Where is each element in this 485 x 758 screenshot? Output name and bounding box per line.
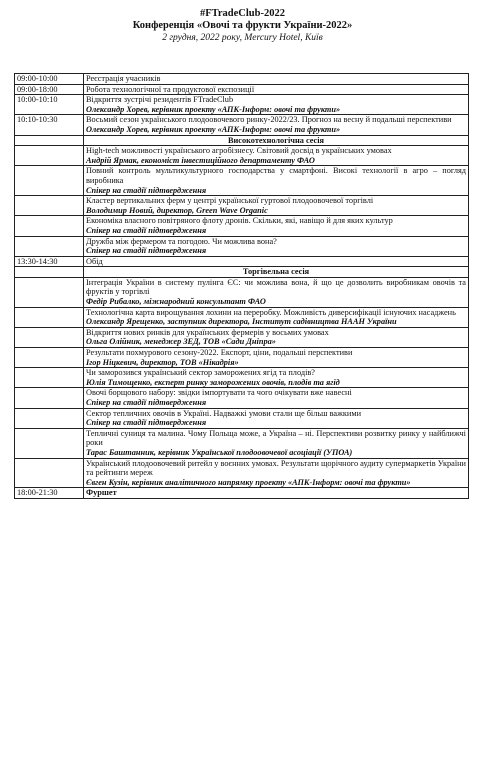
session-cell xyxy=(84,84,469,95)
time-cell xyxy=(15,196,84,216)
time-cell xyxy=(15,267,84,278)
section-heading: Високотехнологічна сесія xyxy=(84,135,469,146)
program-row xyxy=(15,256,469,267)
time-cell xyxy=(15,307,84,327)
section-heading: Торгівельна сесія xyxy=(84,267,469,278)
time-cell xyxy=(15,388,84,408)
session-cell xyxy=(84,307,469,327)
program-row xyxy=(15,84,469,95)
session-cell xyxy=(84,216,469,236)
session-title: Результати похмурового сезону-2022. Експорт, ціни, подальші перспективи xyxy=(86,348,353,358)
speaker-line: Володимир Новий, директор, Green Wave Organic xyxy=(86,205,268,215)
program-row xyxy=(15,428,469,458)
conference-date-venue: 2 грудня, 2022 року, Mercury Hotel, Київ xyxy=(162,33,323,43)
document-header xyxy=(0,0,485,44)
speaker-line: Олександр Хорев, керівник проекту «АПК-Інформ: овочі та фрукти» xyxy=(86,104,341,114)
session-title: Тепличні суниця та малина. Чому Польща може, а Україна – ні. Перспективи розвитку ринку у найближчі роки xyxy=(86,428,466,448)
speaker-line: Олександр Хорев, керівник проекту «АПК-Інформ: овочі та фрукти» xyxy=(86,124,341,134)
program-row xyxy=(15,458,469,488)
program-row xyxy=(15,408,469,428)
program-row xyxy=(15,388,469,408)
session-title: Овочі борщового набору: звідки імпортувати та чого очікувати вже навесні xyxy=(86,388,352,398)
program-row xyxy=(15,166,469,196)
time-cell xyxy=(15,408,84,428)
session-title: Економіка власного повітряного флоту дронів. Скільки, які, навіщо й для яких культур xyxy=(86,216,393,226)
session-title: Восьмий сезон українського плодоовочевого ринку-2022/23. Прогноз на весну й подальші перспективи xyxy=(86,115,452,125)
speaker-line: Спікер на стадії підтвердження xyxy=(86,398,207,407)
section-row xyxy=(15,135,469,146)
time-cell: 09:00-10:00 xyxy=(15,74,84,85)
section-row xyxy=(15,267,469,278)
session-title: Інтеграція України в систему пулінга ЄС: чи можлива вона, й що це дозволить виробникам овочів та фруктів у торгівлі xyxy=(86,277,466,297)
speaker-line: Ольга Олійник, менеджер ЗЕД, ТОВ «Сади Дніпра» xyxy=(86,337,276,347)
session-cell xyxy=(84,368,469,388)
session-title: Реєстрація учасників xyxy=(86,74,161,83)
program-row xyxy=(15,196,469,216)
session-title: Фуршет xyxy=(86,488,117,498)
time-cell: 13:30-14:30 xyxy=(15,256,84,267)
session-cell xyxy=(84,277,469,307)
session-cell xyxy=(84,348,469,368)
session-cell xyxy=(84,166,469,196)
session-title: Відкриття зустрічі резидентів FTradeClub xyxy=(86,95,234,105)
program-row xyxy=(15,368,469,388)
time-cell: 10:10-10:30 xyxy=(15,115,84,135)
session-title: Дружба між фермером та погодою. Чи можлива вона? xyxy=(86,236,277,246)
time-cell xyxy=(15,277,84,307)
time-cell: 10:00-10:10 xyxy=(15,95,84,115)
session-title: Обід xyxy=(86,256,103,266)
speaker-line: Спікер на стадії підтвердження xyxy=(86,246,207,256)
time-cell xyxy=(15,216,84,236)
session-title: Чи заморозився український сектор заморожених ягід та плодів? xyxy=(86,368,315,378)
speaker-line: Спікер на стадії підтвердження xyxy=(86,418,207,428)
session-cell xyxy=(84,95,469,115)
program-row xyxy=(15,95,469,115)
time-cell xyxy=(15,135,84,146)
speaker-line: Євген Кузін, керівник аналітичного напрямку проекту «АПК-Інформ: овочі та фрукти» xyxy=(86,477,411,487)
program-row xyxy=(15,236,469,256)
session-title: Робота технологічної та продуктової експозиції xyxy=(86,84,255,94)
speaker-line: Юлія Тимощенко, експерт ринку заморожених овочів, плодів та ягід xyxy=(86,377,340,387)
time-cell: 09:00-18:00 xyxy=(15,84,84,95)
session-cell xyxy=(84,196,469,216)
time-cell xyxy=(15,327,84,347)
session-title: Технологічна карта вирощування лохини на переробку. Можливість диверсифікації існуючих насаджень xyxy=(86,307,456,317)
session-cell xyxy=(84,327,469,347)
program-table xyxy=(14,73,469,499)
speaker-line: Андрій Ярмак, економіст інвестиційного департаменту ФАО xyxy=(86,155,315,165)
time-cell xyxy=(15,348,84,368)
program-row xyxy=(15,277,469,307)
time-cell xyxy=(15,236,84,256)
session-cell xyxy=(84,488,469,499)
session-title: Сектор тепличних овочів в Україні. Надважкі умови стали ще більш важкими xyxy=(86,408,362,418)
program-row xyxy=(15,115,469,135)
session-cell xyxy=(84,74,469,85)
session-title: Повний контроль мультикультурного господарства у смартфоні. Високі технології в агро – погляд виробника xyxy=(86,166,466,185)
program-row xyxy=(15,216,469,236)
session-title: Відкриття нових ринків для українських фермерів у восьмих умовах xyxy=(86,327,329,337)
speaker-line: Ігор Ніцкевич, директор, ТОВ «Нікадрія» xyxy=(86,357,239,367)
session-title: High-tech можливості українського агробізнесу. Світовий досвід в українських умовах xyxy=(86,146,392,156)
session-cell xyxy=(84,428,469,458)
program-row xyxy=(15,74,469,85)
program-row xyxy=(15,488,469,499)
time-cell xyxy=(15,368,84,388)
session-cell xyxy=(84,408,469,428)
session-cell xyxy=(84,146,469,166)
session-cell xyxy=(84,115,469,135)
session-cell xyxy=(84,458,469,488)
session-cell xyxy=(84,236,469,256)
program-row xyxy=(15,146,469,166)
session-cell xyxy=(84,388,469,408)
time-cell xyxy=(15,428,84,458)
hashtag-title: #FTradeClub-2022 xyxy=(200,8,285,19)
time-cell xyxy=(15,146,84,166)
speaker-line: Федір Рибалко, міжнародний консультант ФАО xyxy=(86,297,266,307)
speaker-line: Спікер на стадії підтвердження xyxy=(86,225,207,235)
speaker-line: Тарас Баштанник, керівник Української плодоовочевої асоціації (УПОА) xyxy=(86,447,353,457)
speaker-line: Олександр Ярещенко, заступник директора, Інститут садівництва НААН України xyxy=(86,317,397,327)
conference-title: Конференція «Овочі та фрукти України-2022» xyxy=(132,20,353,31)
time-cell: 18:00-21:30 xyxy=(15,488,84,499)
speaker-line: Спікер на стадії підтвердження xyxy=(86,185,207,195)
time-cell xyxy=(15,458,84,488)
session-cell xyxy=(84,256,469,267)
program-row xyxy=(15,327,469,347)
time-cell xyxy=(15,166,84,196)
session-title: Кластер вертикальних ферм у центрі української гуртової плодоовочевої торгівлі xyxy=(86,196,374,206)
program-row xyxy=(15,348,469,368)
session-title: Український плодоовочевий ритейл у воєнних умовах. Результати щорічного аудиту супермаркетів України та рейтинги мереж xyxy=(86,458,466,478)
program-row xyxy=(15,307,469,327)
